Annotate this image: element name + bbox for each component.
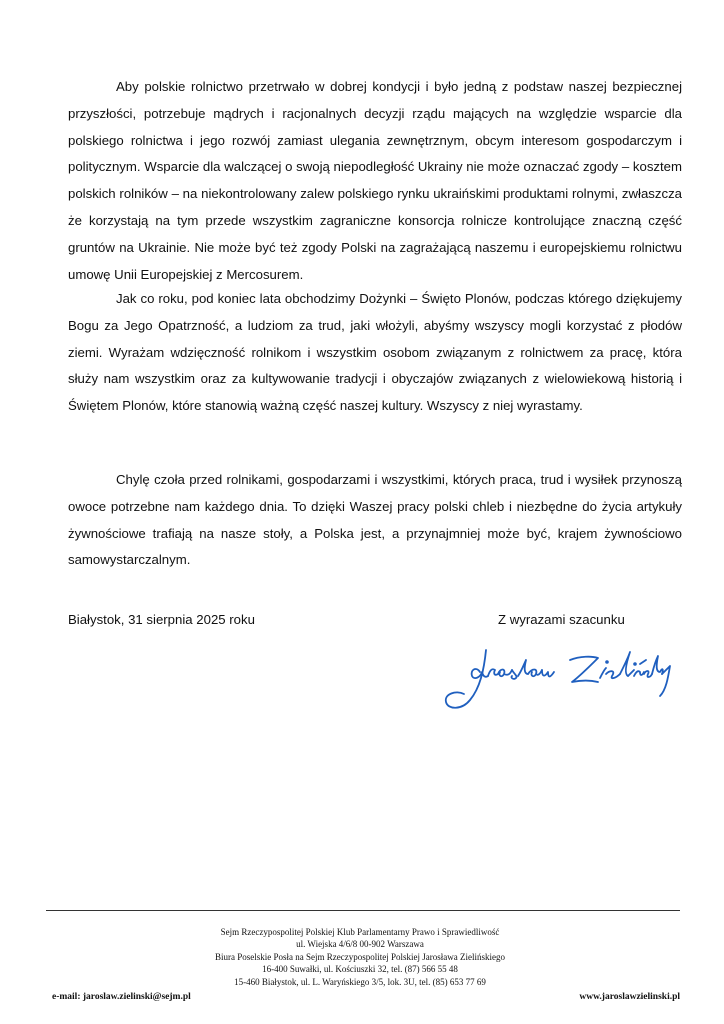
footer-line-offices: Biura Poselskie Posła na Sejm Rzeczypospolitej Polskiej Jarosława Zielińskiego (215, 951, 505, 962)
paragraph-3: Chylę czoła przed rolnikami, gospodarzami i wszystkimi, których praca, trud i wysiłek przynoszą owoce potrzebne nam każdego dnia. To dzięki Waszej pracy polski chleb i niezbędne do życia artykuły żywnościowe trafiają na nasze stoły, a Polska jest, a przynajmniej może być, krajem żywnościowo samowystarczalnym. (68, 472, 682, 568)
place-date: Białystok, 31 sierpnia 2025 roku (68, 612, 255, 627)
footer-line-suwalki: 16-400 Suwałki, ul. Kościuszki 32, tel. (87) 566 55 48 (262, 964, 458, 975)
paragraph-2: Jak co roku, pod koniec lata obchodzimy Dożynki – Święto Plonów, podczas którego dziękujemy Bogu za Jego Opatrzność, a ludziom za trud, jaki włożyli, abyśmy wszyscy mogli korzystać z płodów ziemi. Wyrażam wdzięczność rolnikom i wszystkim osobom związanym z rolnictwem za pracę, która służy nam wszystkim oraz za kultywowanie tradycji i obyczajów związanych z wielowiekową historią i Świętem Plonów, które stanowią ważną część naszej kultury. Wszyscy z niej wyrastamy. (68, 291, 682, 414)
footer-divider (46, 910, 680, 911)
footer-address-block (150, 926, 570, 988)
footer-line-club-address: ul. Wiejska 4/6/8 00-902 Warszawa (296, 939, 424, 950)
closing-salutation: Z wyrazami szacunku (498, 612, 625, 627)
paragraph-1: Aby polskie rolnictwo przetrwało w dobrej kondycji i było jedną z podstaw naszej bezpiecznej przyszłości, potrzebuje mądrych i racjonalnych decyzji rządu mających na względzie wsparcie dla polskiego rolnictwa i jego rozwój zamiast ulegania zewnętrznym, obcym interesom gospodarczym i politycznym. Wsparcie dla walczącej o swoją niepodległość Ukrainy nie może oznaczać zgody – kosztem polskich rolników – na niekontrolowany zalew polskiego rynku ukraińskimi produktami rolnymi, zwłaszcza że korzystają na tym przede wszystkim zagraniczne konsorcja rolnicze kontrolujące znaczną część gruntów na Ukrainie. Nie może być też zgody Polski na zagrażającą naszemu i europejskiemu rolnictwu umowę Unii Europejskiej z Mercosurem. (68, 79, 682, 282)
footer-line-club: Sejm Rzeczypospolitej Polskiej Klub Parlamentarny Prawo i Sprawiedliwość (220, 927, 500, 937)
footer-line-bialystok: 15-460 Białystok, ul. L. Waryńskiego 3/5, lok. 3U, tel. (85) 653 77 69 (234, 976, 486, 987)
footer-website: www.jaroslawzielinski.pl (579, 992, 680, 1002)
footer-email: e-mail: jaroslaw.zielinski@sejm.pl (52, 992, 191, 1002)
handwritten-signature (440, 630, 680, 720)
